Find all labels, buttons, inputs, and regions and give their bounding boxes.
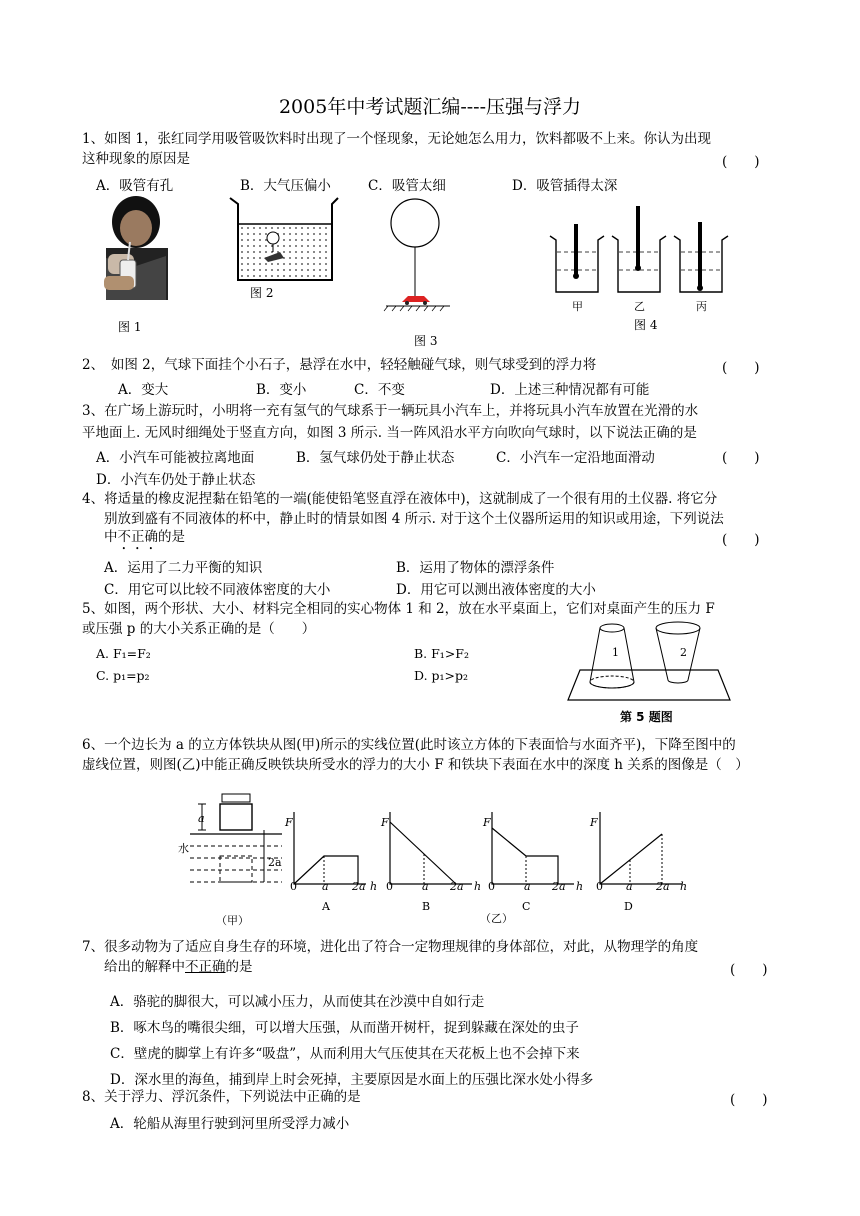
q4-option-c: C．用它可以比较不同液体密度的大小 bbox=[104, 582, 331, 598]
q7-answer-paren: ( ) bbox=[730, 962, 768, 978]
q7-option-c: C．壁虎的脚掌上有许多“吸盘”，从而利用大气压使其在天花板上也不会掉下来 bbox=[110, 1046, 580, 1062]
q1-stem-line1: 1、如图 1，张红同学用吸管吸饮料时出现了一个怪现象，无论她怎么用力，饮料都吸不上来。你认为出现 bbox=[82, 131, 711, 147]
graph-a-tick-2a: 2a bbox=[352, 880, 366, 893]
q1-option-d: D．吸管插得太深 bbox=[512, 178, 618, 194]
q1-option-a: A．吸管有孔 bbox=[96, 178, 174, 194]
q4-option-a: A．运用了二力平衡的知识 bbox=[104, 560, 263, 576]
graph-group-label-yi: （乙） bbox=[480, 912, 513, 925]
page-title: 2005年中考试题汇编----压强与浮力 bbox=[278, 96, 582, 118]
q4-stem-line3 bbox=[104, 528, 185, 553]
q6-stem-line1: 6、一个边长为 a 的立方体铁块从图(甲)所示的实线位置(此时该立方体的下表面恰与水面齐平)，下降至图中的 bbox=[82, 737, 736, 753]
q8-stem: 8、关于浮力、浮沉条件，下列说法中正确的是 bbox=[82, 1089, 361, 1105]
q4-stem-line2: 别放到盛有不同液体的杯中，静止时的情景如图 4 所示. 对于这个土仪器所运用的知识或用途，下列说法 bbox=[104, 511, 724, 527]
figure-5-caption: 第 5 题图 bbox=[620, 710, 673, 724]
q3-option-b: B．氢气球仍处于静止状态 bbox=[296, 450, 455, 466]
q8-answer-paren: ( ) bbox=[730, 1092, 768, 1108]
q1-stem-line2: 这种现象的原因是 bbox=[82, 151, 190, 167]
graph-a-axis-f: F bbox=[285, 816, 293, 829]
q4-option-b: B．运用了物体的漂浮条件 bbox=[396, 560, 555, 576]
figure-6-label-a: a bbox=[198, 812, 205, 825]
figure-3-caption: 图 3 bbox=[414, 334, 438, 348]
q4-emphasis-not-correct: 不正确 bbox=[117, 529, 158, 545]
q3-answer-paren: ( ) bbox=[722, 450, 760, 466]
graph-b-zero: 0 bbox=[386, 880, 393, 893]
graph-c-tick-2a: 2a bbox=[552, 880, 566, 893]
graph-b-label: B bbox=[422, 900, 431, 913]
q2-option-a: A．变大 bbox=[118, 382, 169, 398]
q6-stem-line2: 虚线位置，则图(乙)中能正确反映铁块所受水的浮力的大小 F 和铁块下表面在水中的深度 h 关系的图像是（ ） bbox=[82, 757, 749, 773]
figure-4-caption: 图 4 bbox=[634, 318, 658, 332]
q7-option-b: B．啄木鸟的嘴很尖细，可以增大压强，从而凿开树杆，捉到躲藏在深处的虫子 bbox=[110, 1020, 579, 1036]
figure-5-frustums-diagram bbox=[566, 616, 732, 704]
q7-option-d: D．深水里的海鱼，捕到岸上时会死掉，主要原因是水面上的压强比深水处小得多 bbox=[110, 1072, 594, 1088]
figure-5-label-1: 1 bbox=[612, 646, 619, 659]
figure-2-caption: 图 2 bbox=[250, 286, 274, 300]
q5-option-c: C. p₁=p₂ bbox=[96, 668, 150, 683]
q1-option-c: C．吸管太细 bbox=[368, 178, 446, 194]
q5-option-a: A. F₁=F₂ bbox=[96, 646, 151, 661]
figure-6-label-water: 水 bbox=[178, 842, 189, 855]
graph-b-axis-h: h bbox=[474, 880, 482, 893]
q2-answer-paren: ( ) bbox=[722, 360, 760, 376]
q7-stem-line2-prefix: 给出的解释中 bbox=[104, 959, 185, 975]
graph-b-axis-f: F bbox=[381, 816, 389, 829]
q7-stem-line2 bbox=[104, 958, 253, 977]
graph-d-tick-2a: 2a bbox=[656, 880, 670, 893]
graph-d-zero: 0 bbox=[596, 880, 603, 893]
q3-option-a: A．小汽车可能被拉离地面 bbox=[96, 450, 255, 466]
q3-stem-line1: 3、在广场上游玩时，小明将一充有氢气的气球系于一辆玩具小汽车上，并将玩具小汽车放置在光滑的水 bbox=[82, 403, 699, 419]
graph-b-tick-2a: 2a bbox=[450, 880, 464, 893]
q2-option-c: C．不变 bbox=[354, 382, 405, 398]
figure-4-label-bing: 丙 bbox=[696, 300, 707, 313]
figure-4-label-yi: 乙 bbox=[634, 300, 645, 313]
figure-1-caption: 图 1 bbox=[118, 320, 142, 334]
figure-1-girl-image bbox=[96, 196, 176, 300]
q5-stem-line2: 或压强 p 的大小关系正确的是（ ） bbox=[82, 621, 316, 637]
graph-a-tick-a: a bbox=[322, 880, 329, 893]
figure-6-cube-diagram bbox=[186, 794, 286, 900]
figure-4-densimeter-diagram bbox=[548, 204, 738, 296]
q5-option-b: B. F₁>F₂ bbox=[414, 646, 469, 661]
q7-stem-line2-suffix: 的是 bbox=[225, 959, 253, 975]
q7-emphasis-not-correct: 不正确 bbox=[185, 959, 226, 975]
graph-c-axis-f: F bbox=[483, 816, 491, 829]
graph-c-tick-a: a bbox=[524, 880, 531, 893]
q2-option-d: D．上述三种情况都有可能 bbox=[490, 382, 650, 398]
figure-6-label-jia: （甲） bbox=[216, 914, 249, 927]
q5-option-d: D. p₁>p₂ bbox=[414, 668, 469, 683]
graph-a-axis-h: h bbox=[370, 880, 378, 893]
graph-d-axis-f: F bbox=[590, 816, 598, 829]
graph-c-axis-h: h bbox=[576, 880, 584, 893]
q1-option-b: B．大气压偏小 bbox=[240, 178, 331, 194]
q4-stem-line1: 4、将适量的橡皮泥捏黏在铅笔的一端(能使铅笔竖直浮在液体中)，这就制成了一个很有用的土仪器. 将它分 bbox=[82, 491, 718, 507]
graph-d-axis-h: h bbox=[680, 880, 688, 893]
graph-a-zero: 0 bbox=[290, 880, 297, 893]
q3-option-c: C．小汽车一定沿地面滑动 bbox=[496, 450, 655, 466]
q4-option-d: D．用它可以测出液体密度的大小 bbox=[396, 582, 596, 598]
q2-option-b: B．变小 bbox=[256, 382, 307, 398]
graph-d-label: D bbox=[624, 900, 633, 913]
graph-a-label: A bbox=[322, 900, 330, 913]
figure-6-label-2a: 2a bbox=[268, 856, 282, 869]
q3-option-d: D．小汽车仍处于静止状态 bbox=[96, 472, 256, 488]
q8-option-a: A．轮船从海里行驶到河里所受浮力减小 bbox=[110, 1116, 350, 1132]
q3-stem-line2: 平地面上. 无风时细绳处于竖直方向，如图 3 所示. 当一阵风沿水平方向吹向气球时，以下说法正确的是 bbox=[82, 425, 697, 441]
q7-option-a: A．骆驼的脚很大，可以减小压力，从而使其在沙漠中自如行走 bbox=[110, 994, 485, 1010]
graph-d bbox=[594, 812, 684, 892]
q4-stem-line3-prefix: 中 bbox=[104, 529, 118, 545]
q2-stem: 2、 如图 2，气球下面挂个小石子，悬浮在水中，轻轻触碰气球，则气球受到的浮力将 bbox=[82, 357, 597, 373]
figure-2-beaker-diagram bbox=[228, 196, 340, 284]
graph-d-tick-a: a bbox=[626, 880, 633, 893]
q1-answer-paren: ( ) bbox=[722, 154, 760, 170]
q4-answer-paren: ( ) bbox=[722, 532, 760, 548]
q7-stem-line1: 7、很多动物为了适应自身生存的环境，进化出了符合一定物理规律的身体部位，对此，从物理学的角度 bbox=[82, 939, 699, 955]
q5-stem-line1: 5、如图，两个形状、大小、材料完全相同的实心物体 1 和 2，放在水平桌面上，它们对桌面产生的压力 F bbox=[82, 601, 715, 617]
figure-4-label-jia: 甲 bbox=[572, 300, 583, 313]
graph-c-zero: 0 bbox=[488, 880, 495, 893]
q4-stem-line3-suffix: 的是 bbox=[158, 529, 185, 545]
figure-3-balloon-car-diagram bbox=[380, 198, 470, 320]
graph-b-tick-a: a bbox=[422, 880, 429, 893]
figure-5-label-2: 2 bbox=[680, 646, 687, 659]
graph-c-label: C bbox=[522, 900, 531, 913]
